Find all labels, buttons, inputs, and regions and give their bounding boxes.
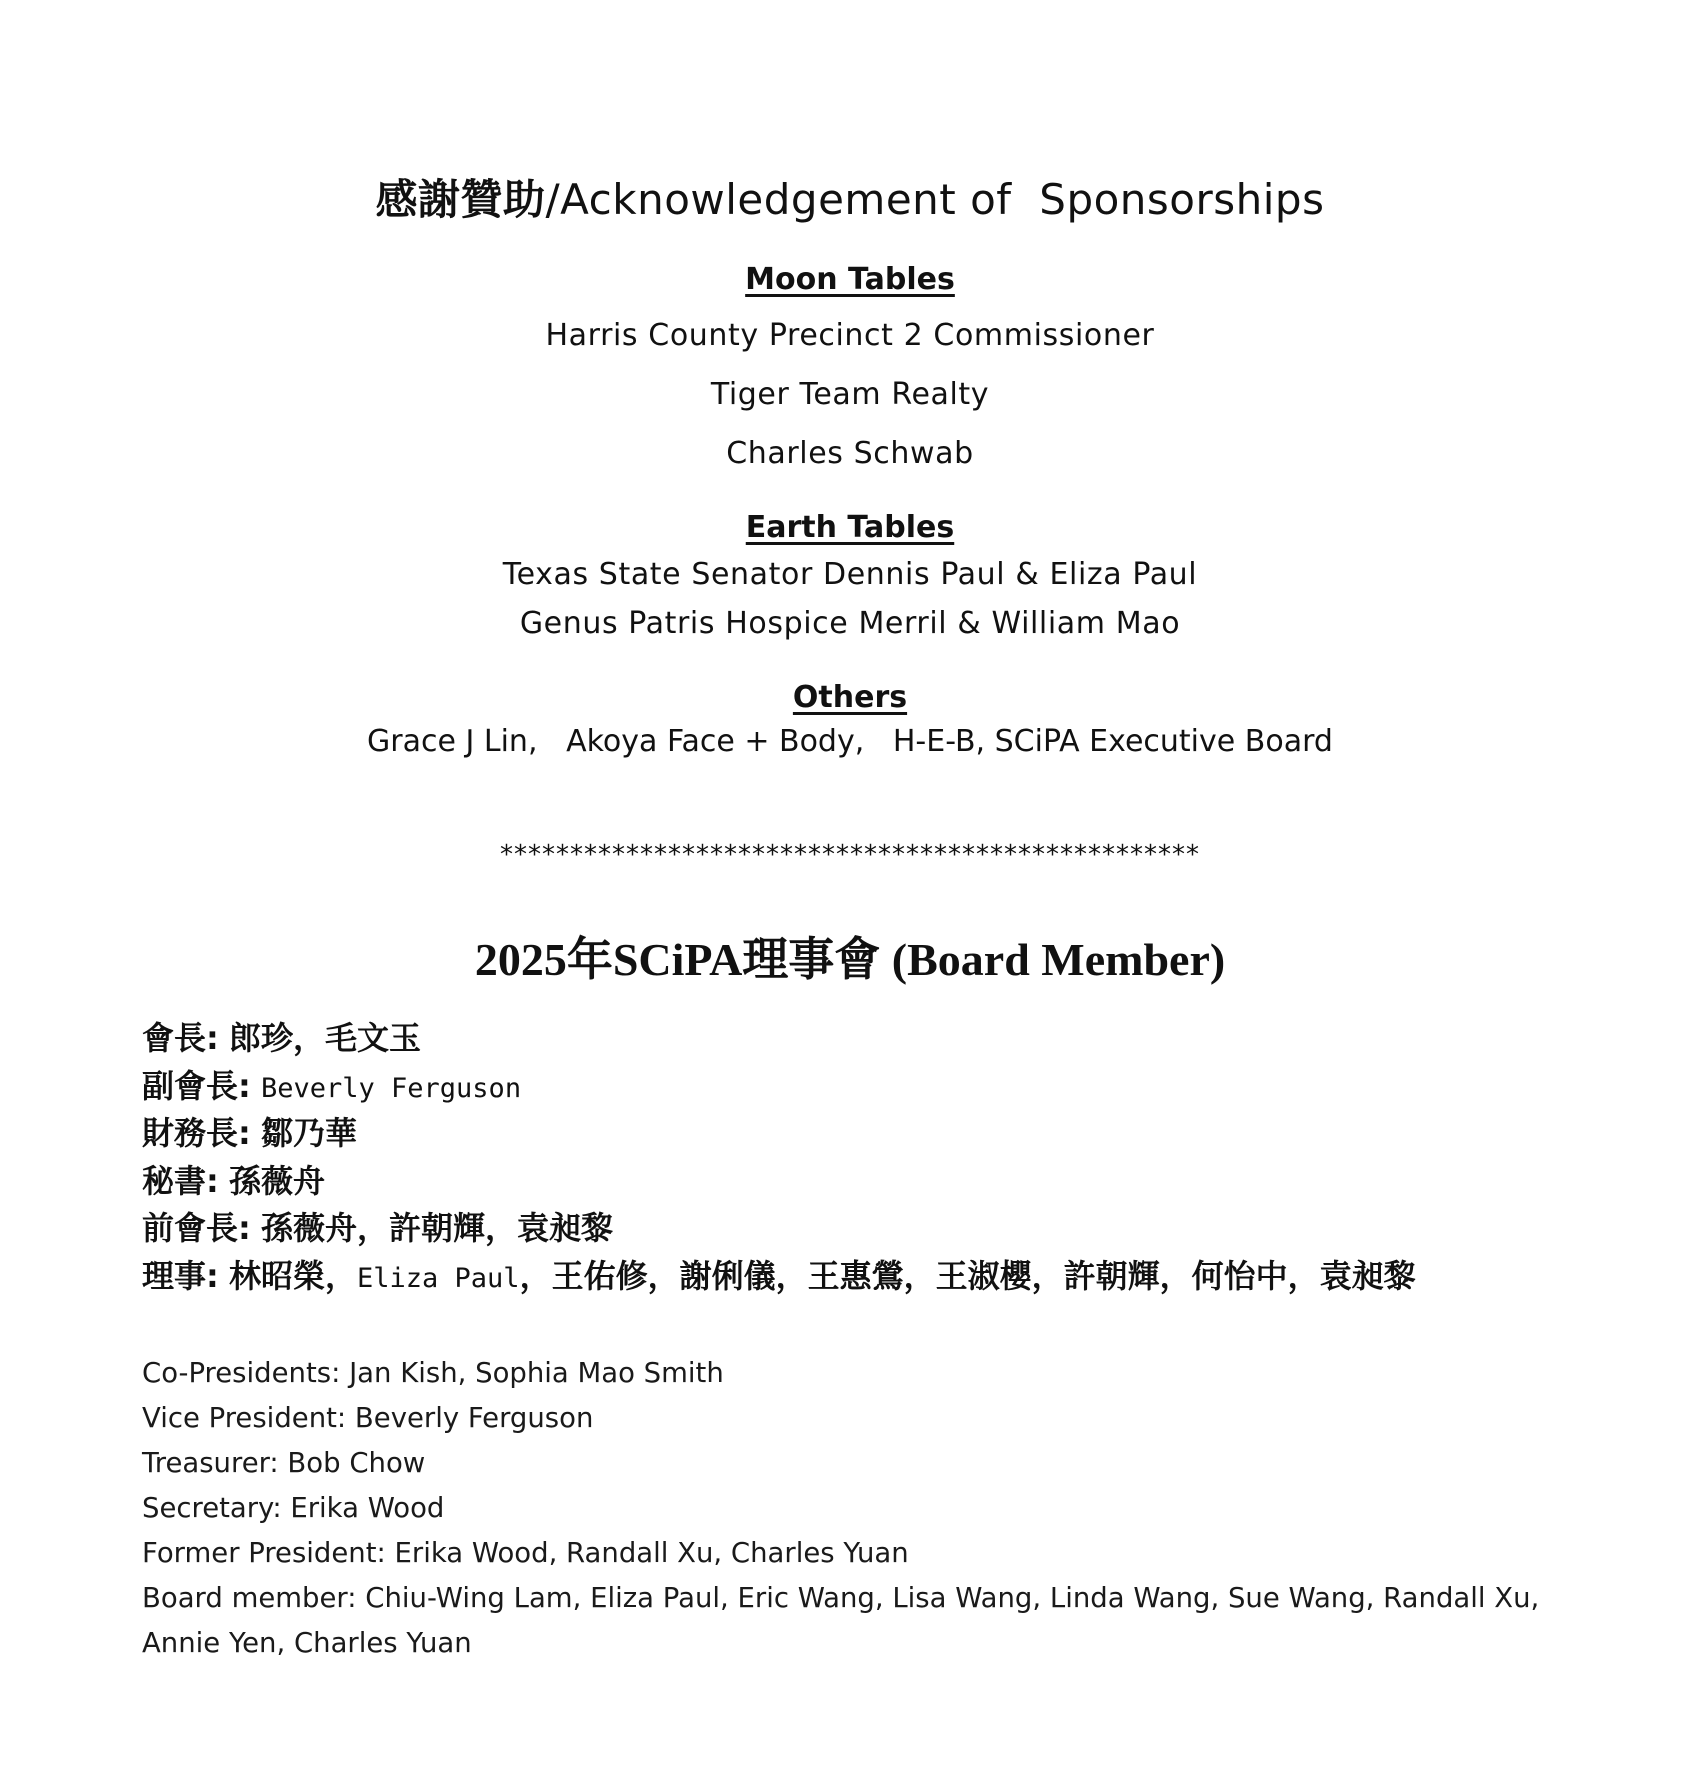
page-title [0, 167, 1700, 227]
zh-president-value: 郎珍，毛文玉 [228, 1019, 421, 1057]
zh-president-label: 會長: [142, 1019, 219, 1057]
zh-row-vice-president [142, 1063, 1416, 1111]
zh-secretary-value: 孫薇舟 [228, 1161, 325, 1200]
zh-row-board-members [142, 1253, 1416, 1301]
zh-members-value-a: 林昭榮， [228, 1256, 357, 1295]
zh-members-value-c: ，王佑修，謝俐儀，王惠鶯，王淑櫻，許朝輝，何怡中，袁昶黎 [519, 1256, 1416, 1295]
zh-former-label: 前會長: [142, 1209, 251, 1247]
zh-row-secretary [142, 1158, 1416, 1206]
zh-row-treasurer [142, 1110, 1416, 1158]
zh-members-label: 理事: [142, 1256, 219, 1295]
moon-tables-heading: Moon Tables [745, 262, 955, 297]
zh-members-value-b: Eliza Paul [357, 1262, 520, 1294]
en-presidents: Co-Presidents: Jan Kish, Sophia Mao Smith [142, 1357, 724, 1389]
zh-row-president [142, 1015, 1416, 1063]
others-heading: Others [792, 680, 908, 715]
zh-vice-label: 副會長: [142, 1066, 251, 1105]
en-secretary: Secretary: Erika Wood [142, 1492, 445, 1524]
others-sponsors: Grace J Lin, Akoya Face + Body, H-E-B, SCiPA Executive Board [367, 724, 1333, 759]
zh-vice-value: Beverly Ferguson [260, 1072, 522, 1104]
en-treasurer: Treasurer: Bob Chow [142, 1447, 426, 1479]
en-vice-president: Vice President: Beverly Ferguson [142, 1402, 594, 1434]
moon-sponsor-3: Charles Schwab [726, 436, 974, 471]
moon-sponsor-1: Harris County Precinct 2 Commissioner [545, 318, 1155, 353]
title-chinese: 感謝贊助 [375, 175, 546, 224]
board-list-english [142, 1351, 1562, 1666]
separator: ************************************************** [500, 840, 1200, 870]
zh-treasurer-label: 財務長: [142, 1114, 251, 1152]
earth-sponsor-1: Texas State Senator Dennis Paul & Eliza Paul [502, 557, 1198, 592]
zh-secretary-label: 秘書: [142, 1161, 219, 1200]
zh-treasurer-value: 鄒乃華 [260, 1114, 357, 1152]
moon-sponsor-2: Tiger Team Realty [710, 377, 990, 412]
en-board-members-line1: Board member: Chiu-Wing Lam, Eliza Paul, Eric Wang, Lisa Wang, Linda Wang, Sue Wang, Randall Xu, [142, 1582, 1540, 1614]
zh-former-value: 孫薇舟，許朝輝，袁昶黎 [260, 1209, 613, 1247]
en-board-members-line2: Annie Yen, Charles Yuan [142, 1627, 472, 1659]
board-title: 2025年SCiPA理事會 (Board Member) [474, 934, 1226, 985]
title-english: /Acknowledgement of Sponsorships [545, 175, 1325, 224]
board-list-chinese [142, 1015, 1416, 1300]
earth-tables-heading: Earth Tables [745, 510, 955, 545]
zh-row-former-president [142, 1205, 1416, 1253]
earth-sponsor-2: Genus Patris Hospice Merril & William Mao [519, 606, 1181, 641]
en-former-president: Former President: Erika Wood, Randall Xu, Charles Yuan [142, 1537, 909, 1569]
